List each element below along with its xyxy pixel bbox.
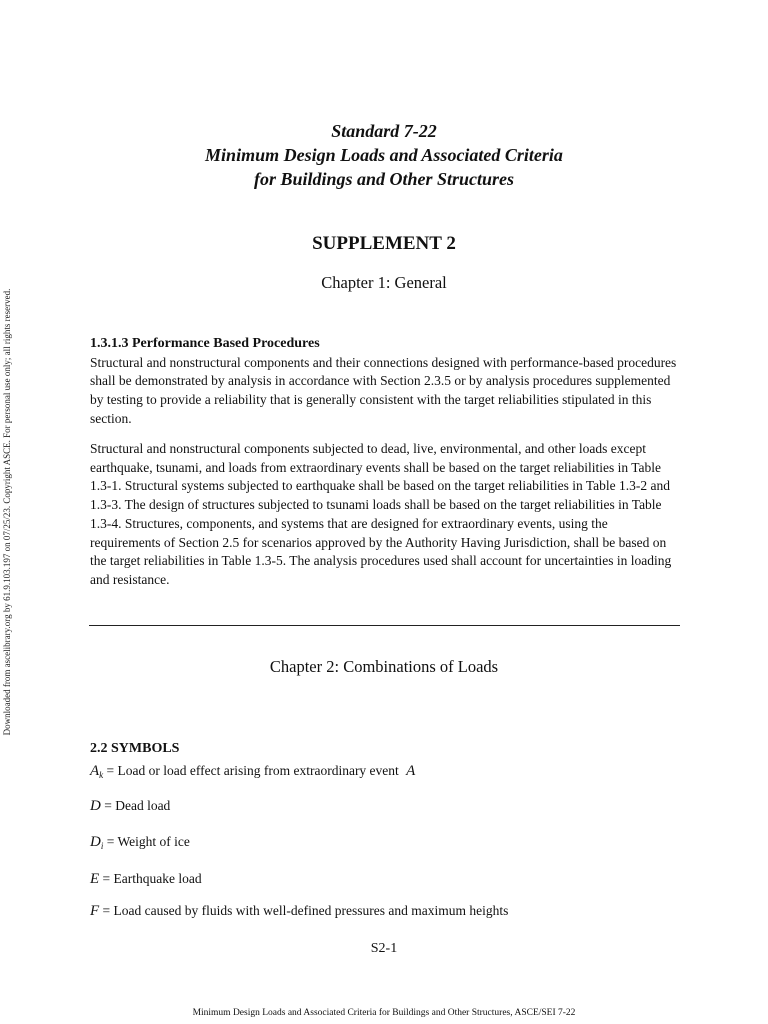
download-notice: Downloaded from ascelibrary.org by 61.9.103.197 on 07/25/23. Copyright ASCE. For personal use only; all rights reserved. <box>2 288 12 736</box>
standard-title <box>0 119 768 191</box>
chapter-2-heading: Chapter 2: Combinations of Loads <box>269 657 499 676</box>
symbol-subscript: i <box>100 841 104 851</box>
section-divider <box>89 625 680 626</box>
symbol-reference: A <box>406 763 416 779</box>
symbol-definition: = Earthquake load <box>102 871 202 886</box>
symbol-row <box>90 762 415 784</box>
symbols-section <box>90 740 680 919</box>
symbol: E <box>90 871 100 887</box>
symbols-heading: 2.2 SYMBOLS <box>90 741 180 756</box>
symbol-row <box>90 797 170 819</box>
section-heading: 1.3.1.3 Performance Based Procedures <box>90 336 320 351</box>
symbol-definition: = Load caused by fluids with well-defined pressures and maximum heights <box>102 903 509 918</box>
symbol: F <box>90 903 100 919</box>
symbol: D <box>90 798 101 814</box>
symbol-row <box>90 902 508 924</box>
symbol-row <box>90 833 190 855</box>
page-number: S2-1 <box>370 941 398 956</box>
title-line-1: Standard 7-22 <box>331 121 437 141</box>
symbol-definition: = Load or load effect arising from extraordinary event <box>106 763 399 778</box>
page-footer: Minimum Design Loads and Associated Criteria for Buildings and Other Structures, ASCE/SEI 7-22 <box>192 1008 576 1018</box>
symbol: A <box>90 763 100 779</box>
supplement-heading: SUPPLEMENT 2 <box>312 233 456 254</box>
symbol: D <box>90 834 101 850</box>
symbol-definition: = Dead load <box>104 798 171 813</box>
chapter-1-heading: Chapter 1: General <box>321 273 447 292</box>
title-line-3: for Buildings and Other Structures <box>253 169 515 189</box>
section-1-3-1-3-paragraph-2 <box>90 440 680 590</box>
symbol-row <box>90 870 202 892</box>
symbol-definition: = Weight of ice <box>106 834 190 849</box>
paragraph-2: Structural and nonstructural components subjected to dead, live, environmental, and other loads except earthquake, tsunami, and loads from extraordinary events shall be based on the target reliabilities in Table 1.3-1. Structural systems subjected to earthquake shall be based on the target reliabilities in Table 1.3-2 and 1.3-3. The design of structures subjected to tsunami loads shall be based on the target reliabilities in Table 1.3-4. Structures, components, and systems that are designed for extraordinary events, using the requirements of Section 2.5 for scenarios approved by the Authority Having Jurisdiction, shall be based on the target reliabilities in Table 1.3-5. The analysis procedures used shall account for uncertainties in loading and resistance. <box>90 441 672 587</box>
paragraph-1: Structural and nonstructural components and their connections designed with performance-based procedures shall be demonstrated by analysis in accordance with Section 2.3.5 or by analysis procedures supplemented by testing to provide a reliability that is generally consistent with the target reliabilities stipulated in this section. <box>90 354 677 426</box>
section-1-3-1-3 <box>90 335 680 429</box>
symbol-subscript: k <box>99 770 104 780</box>
title-line-2: Minimum Design Loads and Associated Criteria <box>205 145 563 165</box>
